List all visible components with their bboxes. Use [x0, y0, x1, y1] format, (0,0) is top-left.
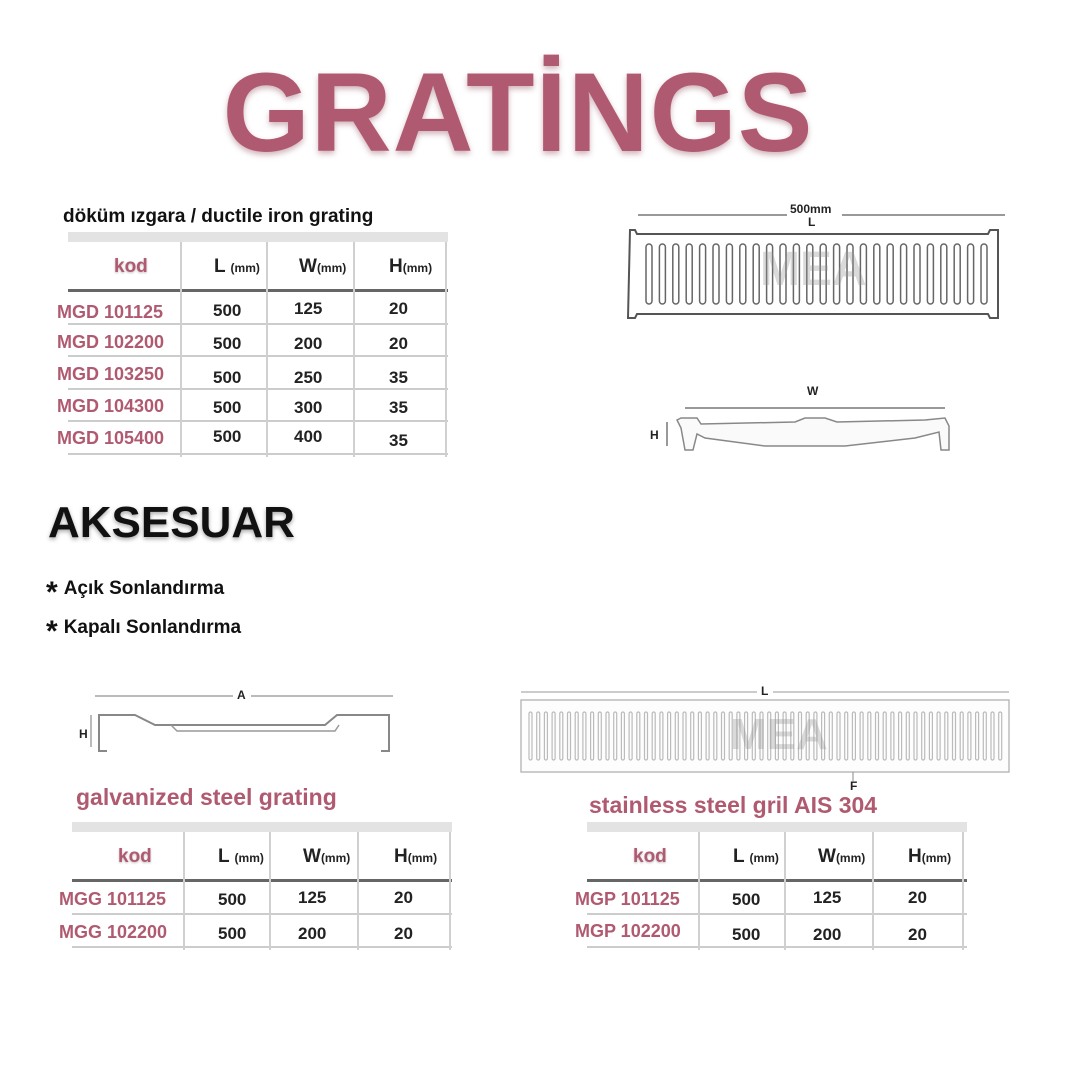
ductile-side-drawing: [645, 380, 975, 460]
table-cell-l: 500: [213, 427, 242, 446]
header-l: L (mm): [218, 846, 264, 867]
table-cell-w: 200: [294, 334, 323, 353]
table-cell-l: 500: [213, 301, 242, 320]
table-cell-h: 35: [389, 398, 408, 417]
w-label: W: [807, 384, 819, 398]
header-l: L (mm): [214, 256, 260, 277]
l-label: L: [761, 684, 769, 698]
table-cell-w: 125: [294, 299, 323, 318]
table-cell-w: 250: [294, 368, 323, 387]
table-row-code: MGD 105400: [57, 428, 165, 448]
a-label: A: [237, 688, 246, 702]
stainless-table: [573, 822, 967, 950]
table-cell-h: 20: [394, 924, 413, 943]
stainless-title: stainless steel gril AIS 304: [589, 792, 878, 818]
header-h: H(mm): [908, 846, 952, 867]
table-cell-l: 500: [218, 924, 247, 943]
table-cell-w: 200: [298, 924, 327, 943]
table-cell-w: 125: [298, 888, 327, 907]
header-w: W(mm): [303, 846, 351, 867]
galvanized-profile: [75, 685, 405, 765]
watermark: MEA: [760, 243, 867, 296]
f-label: F: [850, 779, 858, 793]
table-row-code: MGD 104300: [57, 396, 165, 416]
h-label: H: [650, 428, 659, 442]
header-w: W(mm): [818, 846, 866, 867]
ductile-table: [56, 232, 448, 457]
length-label: 500mm: [790, 202, 832, 216]
table-cell-l: 500: [213, 368, 242, 387]
table-row-code: MGD 103250: [57, 364, 165, 384]
list-item: * Açık Sonlandırma: [46, 576, 225, 609]
header-l: L (mm): [733, 846, 779, 867]
table-row-code: MGG 102200: [59, 922, 168, 942]
table-row-code: MGP 102200: [575, 921, 681, 941]
stainless-drawing: [515, 682, 1015, 794]
ductile-top-drawing: [620, 198, 1010, 328]
header-h: H(mm): [394, 846, 438, 867]
table-cell-l: 500: [732, 890, 761, 909]
table-cell-h: 35: [389, 431, 408, 450]
galvanized-drawing: [75, 685, 405, 765]
grating-side-view: [645, 380, 975, 460]
galvanized-table: [58, 822, 452, 950]
header-kod: kod: [633, 846, 667, 867]
table-cell-w: 300: [294, 398, 323, 417]
table-cell-h: 20: [908, 888, 927, 907]
table-cell-l: 500: [218, 890, 247, 909]
header-w: W(mm): [299, 256, 347, 277]
l-label: L: [808, 215, 816, 229]
header-kod: kod: [118, 846, 152, 867]
galvanized-title: galvanized steel grating: [76, 784, 337, 810]
page-title: GRATİNGS: [222, 50, 814, 175]
table-row-code: MGD 102200: [57, 332, 165, 352]
table-row-code: MGG 101125: [59, 889, 167, 909]
list-item: * Kapalı Sonlandırma: [46, 615, 242, 648]
table-cell-h: 35: [389, 368, 408, 387]
table-row-code: MGP 101125: [575, 889, 680, 909]
table-cell-h: 20: [908, 925, 927, 944]
header-h: H(mm): [389, 256, 433, 277]
ductile-subtitle: döküm ızgara / ductile iron grating: [63, 206, 374, 227]
table-cell-h: 20: [389, 334, 408, 353]
header-kod: kod: [114, 256, 148, 277]
table-row-code: MGD 101125: [57, 302, 164, 322]
table-cell-w: 400: [294, 427, 323, 446]
table-cell-w: 200: [813, 925, 842, 944]
h-label: H: [79, 727, 88, 741]
table-cell-l: 500: [213, 334, 242, 353]
accessory-title: AKSESUAR: [48, 498, 295, 547]
table-cell-w: 125: [813, 888, 842, 907]
watermark: MEA: [730, 710, 828, 759]
table-cell-h: 20: [389, 299, 408, 318]
table-cell-l: 500: [732, 925, 761, 944]
table-cell-h: 20: [394, 888, 413, 907]
table-cell-l: 500: [213, 398, 242, 417]
